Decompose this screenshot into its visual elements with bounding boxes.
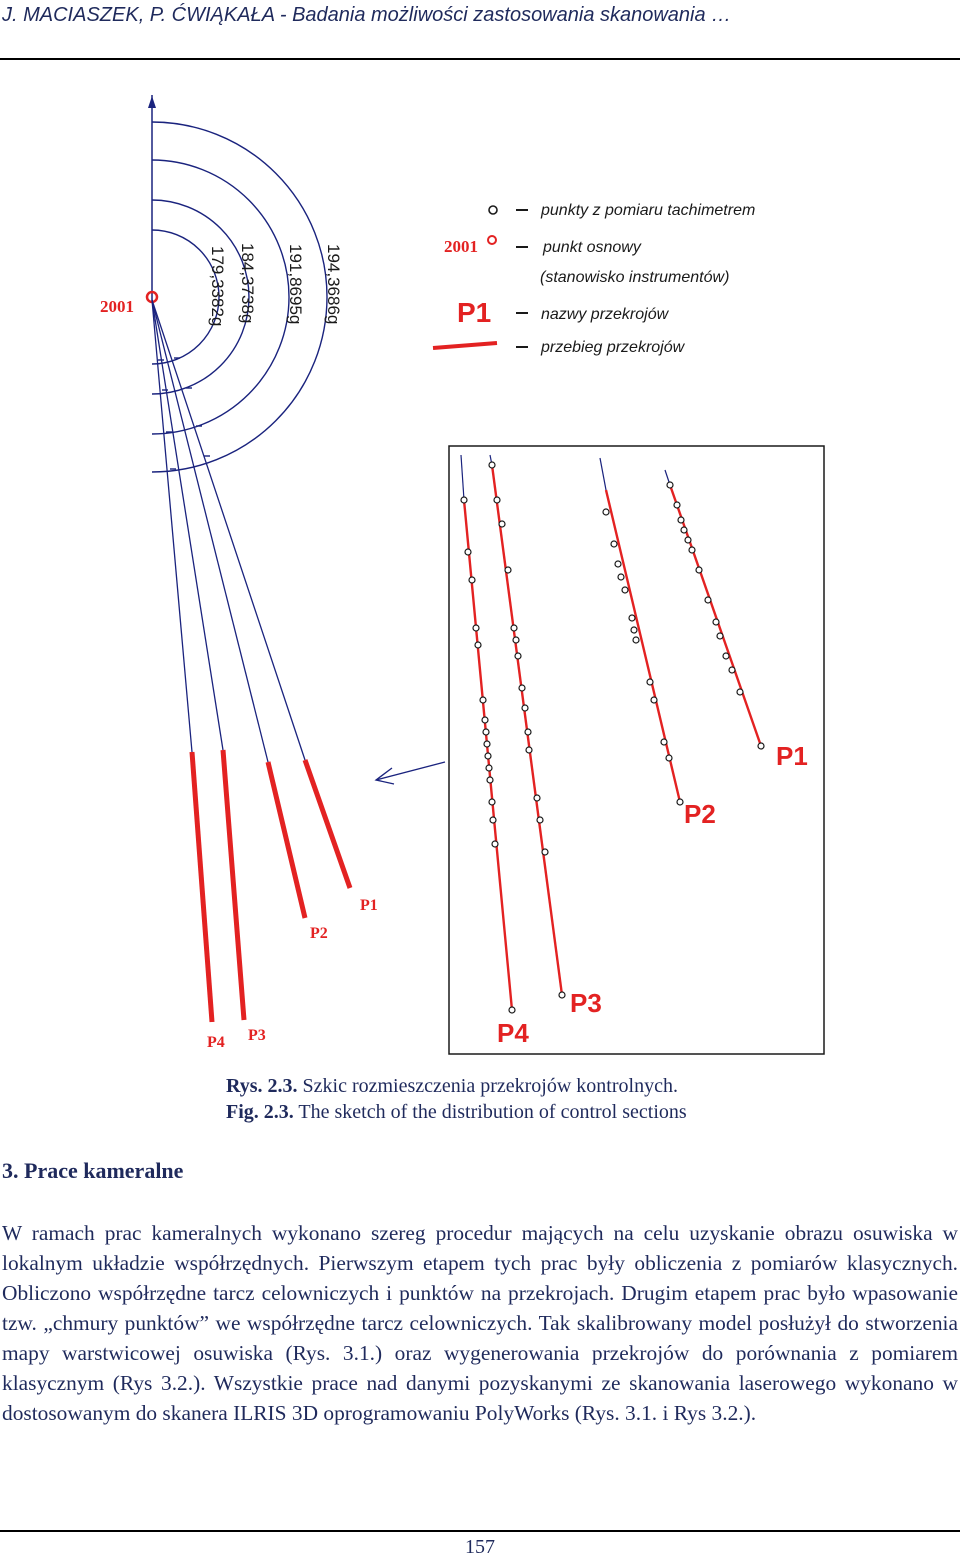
body-paragraph: W ramach prac kameralnych wykonano szereg procedur mających na celu uzyskanie obrazu osuwiska w lokalnym układzie współrzędnych. Pierwszym etapem tych prac były obliczenia z pomiarów klasycznych. Obliczono współrzędne tarcz celowniczych i punktów na przekrojach. Drugim etapem prac było wpasowanie tzw. „chmury punktów” we współrzędne tarcz celowniczych. Tak skalibrowany model posłużył do stworzenia mapy warstwicowej osuwiska (Rys. 3.1.) oraz wygenerowania przekrojów do porównania z pomiarem klasycznym (Rys 3.2.). Wszystkie prace nad danymi pozyskanymi ze skanowania laserowego wykonano w dostosowanym do skanera ILRIS 3D oprogramowaniu PolyWorks (Rys. 3.1. i Rys 3.2.). xyxy=(2,1221,958,1425)
legend-points-label: punkty z pomiaru tachimetrem xyxy=(541,202,756,219)
section-heading: 3. Prace kameralne xyxy=(2,1158,184,1183)
caption-pl-prefix: Rys. 2.3. xyxy=(226,1075,298,1097)
caption-pl-text: Szkic rozmieszczenia przekrojów kontrolnych. xyxy=(297,1075,678,1097)
section-label-p4: P4 xyxy=(207,1034,225,1051)
caption-en-prefix: Fig. 2.3. xyxy=(226,1101,294,1123)
section-p1-line xyxy=(305,760,350,888)
section-p3-line xyxy=(223,750,244,1020)
caption-pl xyxy=(226,1075,678,1098)
footer-rule xyxy=(0,1530,960,1532)
arc-label-2: 184,3738g xyxy=(238,243,257,324)
legend-name-symbol: P1 xyxy=(457,297,492,328)
page-number: 157 xyxy=(465,1536,495,1558)
caption-en-text: The sketch of the distribution of control sections xyxy=(293,1101,687,1123)
pointer-arrow xyxy=(376,762,445,780)
ray-p3 xyxy=(152,300,223,750)
ray-p2 xyxy=(152,300,268,762)
legend-station-label: punkt osnowy xyxy=(543,239,641,256)
caption-en xyxy=(226,1101,687,1124)
inset-label-p3: P3 xyxy=(570,988,602,1018)
legend-station-icon xyxy=(488,236,496,244)
ray-p4 xyxy=(152,300,192,752)
running-header: J. MACIASZEK, P. ĆWIĄKAŁA - Badania możliwości zastosowania skanowania … xyxy=(2,4,732,26)
station-label: 2001 xyxy=(100,297,134,316)
inset-label-p2: P2 xyxy=(684,799,716,829)
arc-2 xyxy=(152,200,249,394)
section-p4-line xyxy=(192,752,212,1022)
section-label-p2: P2 xyxy=(310,925,328,942)
legend-point-icon xyxy=(489,206,497,214)
legend-course-icon xyxy=(433,343,497,348)
legend-course-label: przebieg przekrojów xyxy=(541,339,685,356)
ray-p1 xyxy=(152,300,305,760)
legend-station-label2: (stanowisko instrumentów) xyxy=(540,269,730,286)
arc-label-4: 194,3686g xyxy=(324,244,343,325)
section-label-p3: P3 xyxy=(248,1027,266,1044)
north-arrow-icon xyxy=(148,96,156,108)
section-label-p1: P1 xyxy=(360,897,378,914)
legend-names-label: nazwy przekrojów xyxy=(541,306,669,323)
inset-frame xyxy=(449,446,824,1054)
inset-label-p1: P1 xyxy=(776,741,808,771)
figure-sketch xyxy=(0,60,960,1070)
arc-label-1: 179,3382g xyxy=(208,246,227,327)
arc-label-3: 191,8695g xyxy=(286,244,305,325)
legend-station-symbol: 2001 xyxy=(444,237,478,256)
section-p2-line xyxy=(268,762,305,918)
inset-label-p4: P4 xyxy=(497,1018,529,1048)
